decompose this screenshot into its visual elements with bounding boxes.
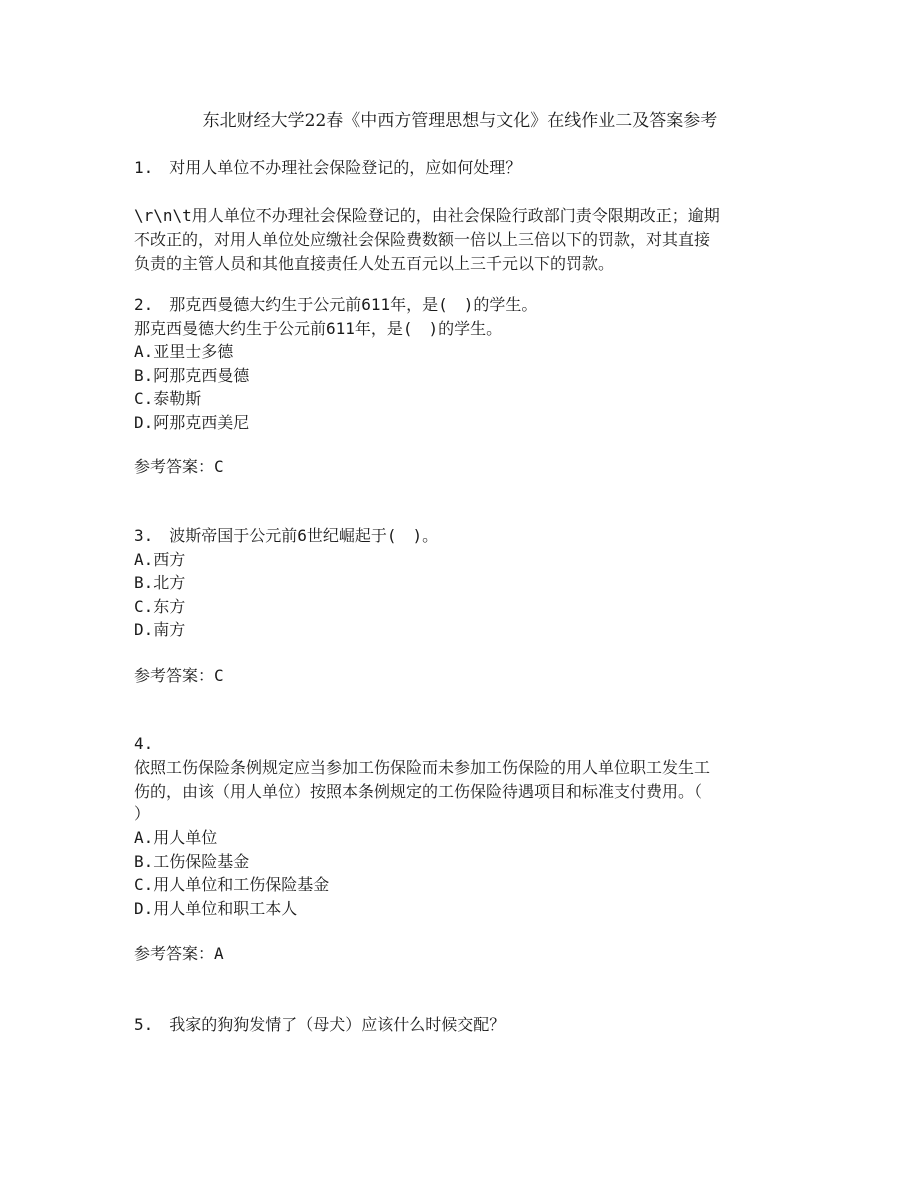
question-4-option-d: D.用人单位和职工本人: [134, 899, 298, 918]
question-3-option-a: A.西方: [134, 550, 186, 569]
question-3-option-d: D.南方: [134, 620, 186, 639]
answer-1-line-3: 负责的主管人员和其他直接责任人处五百元以上三千元以下的罚款。: [134, 254, 615, 273]
question-4-option-c: C.用人单位和工伤保险基金: [134, 875, 330, 894]
question-2-option-a: A.亚里士多德: [134, 342, 234, 361]
answer-1-line-2: 不改正的，对用人单位处应缴社会保险费数额一倍以上三倍以下的罚款，对其直接: [134, 230, 711, 249]
question-4-option-b: B.工伤保险基金: [134, 852, 250, 871]
question-5: 5. 我家的狗狗发情了（母犬）应该什么时候交配？: [134, 1015, 506, 1034]
question-2-answer: 参考答案：C: [134, 457, 224, 476]
question-4-number: 4.: [134, 734, 154, 753]
question-4-line-1: 依照工伤保险条例规定应当参加工伤保险而未参加工伤保险的用人单位职工发生工: [134, 758, 711, 777]
document-title: 东北财经大学22春《中西方管理思想与文化》在线作业二及答案参考: [202, 111, 718, 131]
question-3-option-c: C.东方: [134, 597, 186, 616]
question-1: 1. 对用人单位不办理社会保险登记的，应如何处理？: [134, 158, 522, 177]
question-4-answer: 参考答案：A: [134, 944, 224, 963]
question-3: 3. 波斯帝国于公元前6世纪崛起于( )。: [134, 526, 439, 545]
question-2-option-d: D.阿那克西美尼: [134, 413, 250, 432]
question-4-line-3: ）: [134, 804, 151, 823]
answer-1-line-1: \r\n\t用人单位不办理社会保险登记的，由社会保险行政部门责令限期改正；逾期: [134, 206, 720, 225]
question-2-option-b: B.阿那克西曼德: [134, 366, 250, 385]
question-4-option-a: A.用人单位: [134, 828, 218, 847]
question-2-option-c: C.泰勒斯: [134, 389, 202, 408]
question-2-stem: 那克西曼德大约生于公元前611年，是( )的学生。: [134, 319, 503, 338]
question-4-line-2: 伤的，由该（用人单位）按照本条例规定的工伤保险待遇项目和标准支付费用。（: [134, 782, 703, 801]
question-3-option-b: B.北方: [134, 573, 186, 592]
question-3-answer: 参考答案：C: [134, 666, 224, 685]
question-2: 2. 那克西曼德大约生于公元前611年，是( )的学生。: [134, 295, 538, 314]
